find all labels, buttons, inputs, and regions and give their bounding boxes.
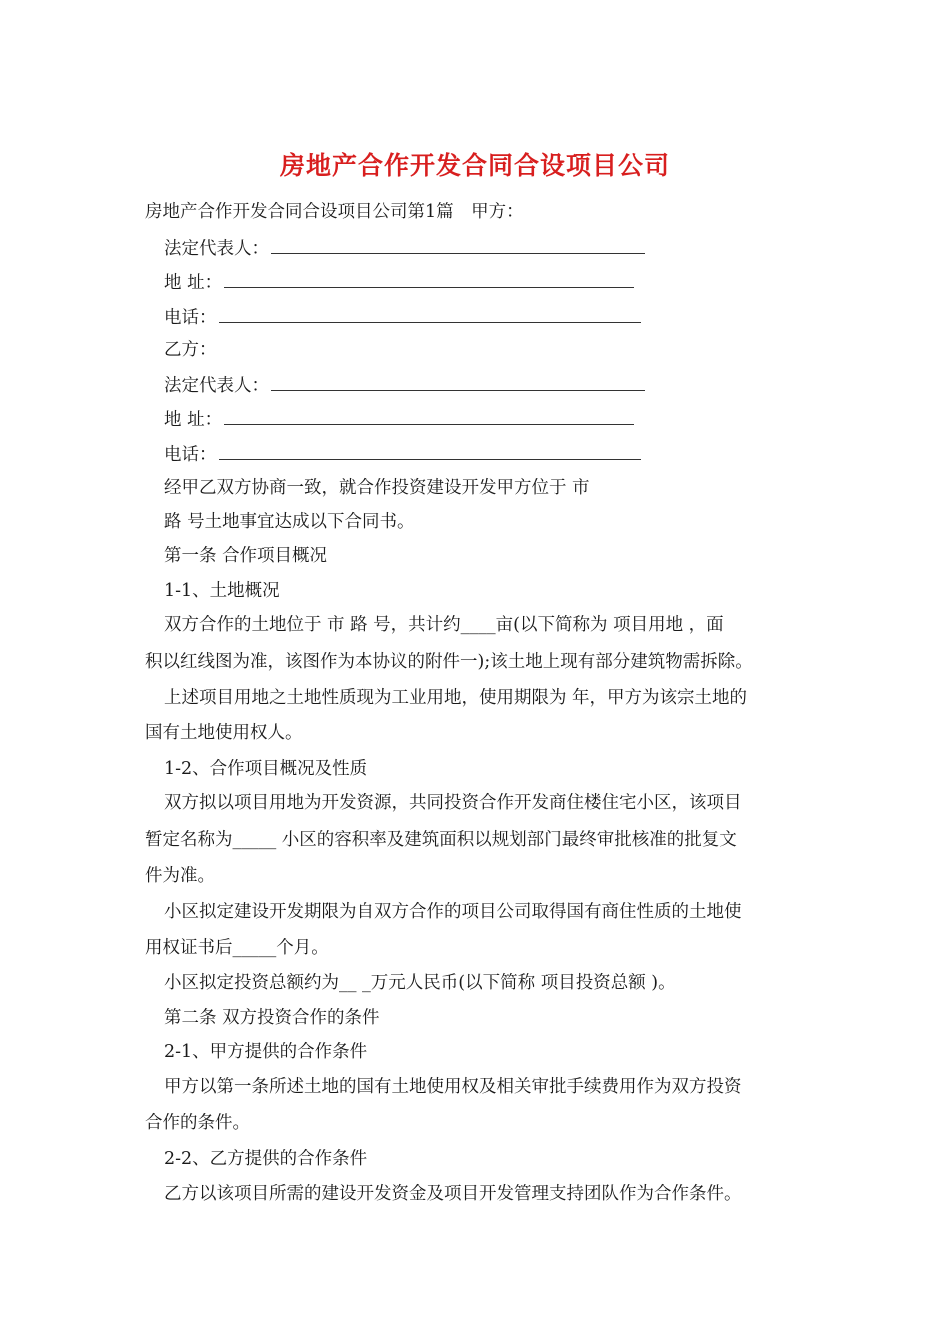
paragraph-line: 路 号土地事宜达成以下合同书。 (164, 512, 415, 532)
subsection-heading: 1-2、合作项目概况及性质 (164, 759, 368, 779)
party-a-address-field (164, 269, 634, 295)
party-a-address-label: 地 址： (164, 273, 223, 293)
paragraph-line: 上述项目用地之土地性质现为工业用地，使用期限为 年，甲方为该宗土地的 (164, 688, 748, 708)
paragraph-line: 暂定名称为_____ 小区的容积率及建筑面积以规划部门最终审批核准的批复文 (145, 830, 737, 850)
paragraph-line: 小区拟定建设开发期限为自双方合作的项目公司取得国有商住性质的土地使 (164, 902, 742, 922)
party-b-address-field (164, 406, 634, 432)
party-a-rep-blank (271, 235, 645, 254)
party-b-address-label: 地 址： (164, 410, 223, 430)
party-a-phone-field (164, 304, 641, 330)
paragraph-line: 双方合作的土地位于 市 路 号，共计约____亩(以下简称为 项目用地 ，面 (164, 615, 724, 635)
party-b-phone-field (164, 441, 641, 467)
party-b-rep-label: 法定代表人： (164, 376, 269, 396)
paragraph-line: 国有土地使用权人。 (145, 723, 303, 743)
subsection-heading: 2-1、甲方提供的合作条件 (164, 1042, 368, 1062)
party-b-rep-blank (271, 372, 645, 391)
paragraph-line: 合作的条件。 (145, 1113, 250, 1133)
paragraph-line: 乙方以该项目所需的建设开发资金及项目开发管理支持团队作为合作条件。 (164, 1184, 742, 1204)
party-b-label: 乙方： (164, 340, 217, 360)
intro-line: 房地产合作开发合同合设项目公司第1篇 甲方： (145, 202, 524, 222)
paragraph-line: 用权证书后_____个月。 (145, 938, 329, 958)
party-b-phone-blank (219, 441, 641, 460)
party-a-phone-blank (219, 304, 641, 323)
party-a-rep-field (164, 235, 645, 261)
paragraph-line: 甲方以第一条所述土地的国有土地使用权及相关审批手续费用作为双方投资 (164, 1077, 742, 1097)
paragraph-line: 经甲乙双方协商一致，就合作投资建设开发甲方位于 市 (164, 478, 590, 498)
party-b-address-blank (224, 406, 634, 425)
party-a-rep-label: 法定代表人： (164, 239, 269, 259)
party-b-rep-field (164, 372, 645, 398)
section-heading: 第二条 双方投资合作的条件 (164, 1008, 380, 1028)
subsection-heading: 1-1、土地概况 (164, 581, 280, 601)
paragraph-line: 双方拟以项目用地为开发资源，共同投资合作开发商住楼住宅小区，该项目 (164, 793, 742, 813)
party-a-phone-label: 电话： (164, 308, 217, 328)
section-heading: 第一条 合作项目概况 (164, 546, 328, 566)
paragraph-line: 件为准。 (145, 866, 215, 886)
party-b-phone-label: 电话： (164, 445, 217, 465)
document-title: 房地产合作开发合同合设项目公司 (279, 151, 670, 180)
party-a-address-blank (224, 269, 634, 288)
subsection-heading: 2-2、乙方提供的合作条件 (164, 1149, 368, 1169)
paragraph-line: 积以红线图为准，该图作为本协议的附件一);该土地上现有部分建筑物需拆除。 (145, 652, 753, 672)
paragraph-line: 小区拟定投资总额约为__ _万元人民币(以下简称 项目投资总额 )。 (164, 973, 676, 993)
